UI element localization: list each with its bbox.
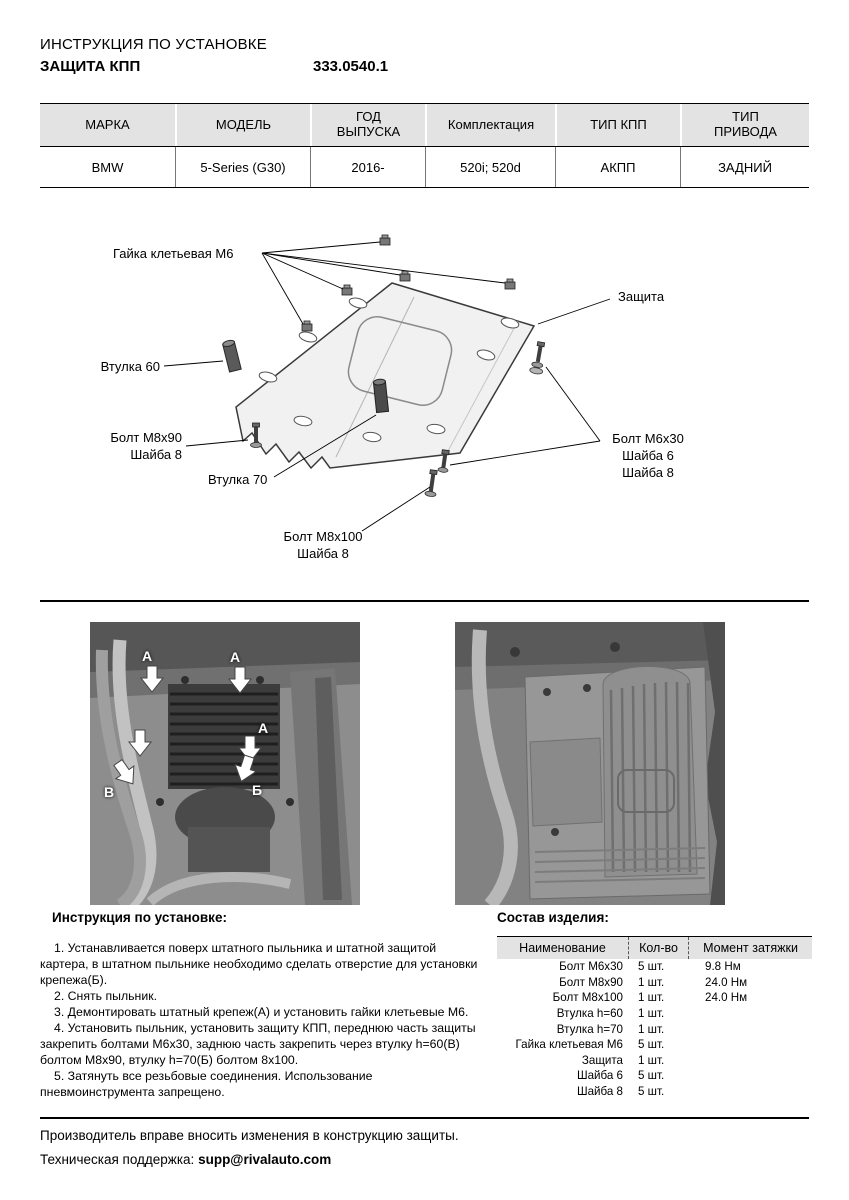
comp-qty: 5 шт.	[638, 1069, 665, 1083]
bolt-m6x30-part	[529, 341, 547, 375]
spec-header-gearbox: ТИП КПП	[555, 104, 680, 146]
table-row	[497, 1084, 812, 1100]
label-bolt-m6x30-group	[600, 430, 696, 481]
part-number: 333.0540.1	[313, 58, 389, 75]
spec-year: 2016-	[310, 147, 425, 187]
label-washer-8-a: Шайба 8	[130, 447, 182, 462]
photo-after-image	[455, 622, 725, 905]
label-bolt-m8x100: Болт М8х100	[283, 529, 363, 544]
table-row	[497, 1068, 812, 1084]
table-row	[497, 959, 812, 975]
installation-photo-after	[455, 622, 725, 905]
comp-name: Болт М6х30	[559, 960, 623, 974]
vehicle-spec-table	[40, 103, 809, 188]
comp-qty: 5 шт.	[638, 960, 665, 974]
instruction-step: 3. Демонтировать штатный крепеж(А) и установить гайки клетьевые М6.	[54, 1005, 469, 1019]
label-washer-8-c: Шайба 8	[297, 546, 349, 561]
label-shield: Защита	[618, 289, 665, 304]
manufacturer-note: Производитель вправе вносить изменения в конструкцию защиты.	[40, 1128, 459, 1143]
comp-name: Шайба 8	[576, 1085, 623, 1099]
comp-name: Болт М8х90	[559, 975, 623, 989]
section-divider	[40, 600, 809, 602]
comp-name: Втулка h=70	[556, 1022, 623, 1036]
photo-before-image	[90, 622, 360, 905]
comp-name: Шайба 6	[576, 1069, 623, 1083]
label-bolt-m6x30: Болт М6х30	[612, 431, 684, 446]
comp-header-name: Наименование	[519, 941, 606, 955]
label-bushing-70: Втулка 70	[208, 472, 268, 487]
comp-qty: 1 шт.	[638, 1007, 665, 1021]
label-bolt-m8x100-group	[258, 528, 388, 562]
comp-name: Защита	[581, 1053, 623, 1067]
shield-plate-shape	[236, 283, 534, 468]
spec-trim: 520i; 520d	[425, 147, 555, 187]
marker-v: В	[104, 784, 115, 800]
table-row	[497, 975, 812, 991]
spec-gearbox: АКПП	[555, 147, 680, 187]
instruction-step: 5. Затянуть все резьбовые соединения. Использование пневмоинструмента запрещено.	[40, 1069, 373, 1099]
comp-torque: 24.0 Нм	[705, 991, 748, 1005]
label-bushing-60: Втулка 60	[100, 359, 160, 374]
instruction-step: 4. Установить пыльник, установить защиту КПП, переднюю часть защиты закрепить болтами М6х30, заднюю часть закрепить через втулку h=60(В) болтом М8х90, втулку h=70(Б) болтом 8х100.	[40, 1021, 476, 1067]
comp-name: Болт М8х100	[552, 991, 623, 1005]
doc-title: ИНСТРУКЦИЯ ПО УСТАНОВКЕ	[40, 36, 267, 53]
comp-header-qty: Кол-во	[628, 937, 688, 959]
table-row	[497, 1037, 812, 1053]
comp-name: Гайка клетьевая М6	[515, 1038, 623, 1052]
label-bolt-m8x90-group	[80, 429, 182, 463]
comp-name: Втулка h=60	[556, 1007, 623, 1021]
comp-qty: 1 шт.	[638, 991, 665, 1005]
spec-data-row	[40, 147, 809, 188]
support-label: Техническая поддержка:	[40, 1152, 195, 1167]
comp-qty: 1 шт.	[638, 1053, 665, 1067]
label-washer-6: Шайба 6	[622, 448, 674, 463]
spec-brand: BMW	[91, 159, 124, 175]
composition-header-row	[497, 936, 812, 959]
spec-model: 5-Series (G30)	[175, 147, 310, 187]
instruction-step: 2. Снять пыльник.	[54, 989, 157, 1003]
marker-a1: А	[142, 648, 153, 664]
marker-b: Б	[252, 782, 263, 798]
installation-photo-before	[90, 622, 360, 905]
comp-qty: 1 шт.	[638, 975, 665, 989]
bolt-m8x100-part	[425, 469, 440, 497]
exploded-view-diagram	[40, 225, 810, 595]
comp-torque: 9.8 Нм	[705, 960, 741, 974]
bushing-60-part	[222, 339, 241, 372]
label-clinch-nut: Гайка клетьевая М6	[113, 246, 234, 261]
spec-header-row	[40, 103, 809, 147]
instructions-title: Инструкция по установке:	[52, 910, 227, 925]
table-row	[497, 1021, 812, 1037]
instruction-steps	[40, 940, 482, 1100]
exploded-view-drawing	[40, 225, 810, 595]
spec-header-brand: МАРКА	[40, 104, 175, 146]
spec-header-model: МОДЕЛЬ	[175, 104, 310, 146]
label-bolt-m8x90: Болт М8х90	[110, 430, 182, 445]
product-title: ЗАЩИТА КПП	[40, 58, 141, 75]
support-email: supp@rivalauto.com	[198, 1152, 332, 1167]
marker-a2: А	[230, 649, 241, 665]
label-washer-8-b: Шайба 8	[622, 465, 674, 480]
table-row	[497, 1006, 812, 1022]
comp-qty: 5 шт.	[638, 1038, 665, 1052]
composition-table	[497, 936, 812, 1099]
comp-header-torque: Момент затяжки	[688, 937, 812, 959]
support-line	[40, 1152, 331, 1167]
spec-header-year: ГОД ВЫПУСКА	[310, 104, 425, 146]
comp-torque: 24.0 Нм	[705, 975, 748, 989]
composition-title: Состав изделия:	[497, 910, 609, 925]
spec-header-drive: ТИП ПРИВОДА	[680, 104, 809, 146]
spec-header-trim: Комплектация	[425, 104, 555, 146]
table-row	[497, 1053, 812, 1069]
table-row	[497, 990, 812, 1006]
footer-divider	[40, 1117, 809, 1119]
marker-a3: А	[258, 720, 269, 736]
spec-drive: ЗАДНИЙ	[680, 147, 809, 187]
comp-qty: 1 шт.	[638, 1022, 665, 1036]
comp-qty: 5 шт.	[638, 1085, 665, 1099]
instruction-step: 1. Устанавливается поверх штатного пыльника и штатной защитой картера, в штатном пыльнике необходимо сделать отверстие для установки крепежа(Б).	[40, 941, 478, 987]
